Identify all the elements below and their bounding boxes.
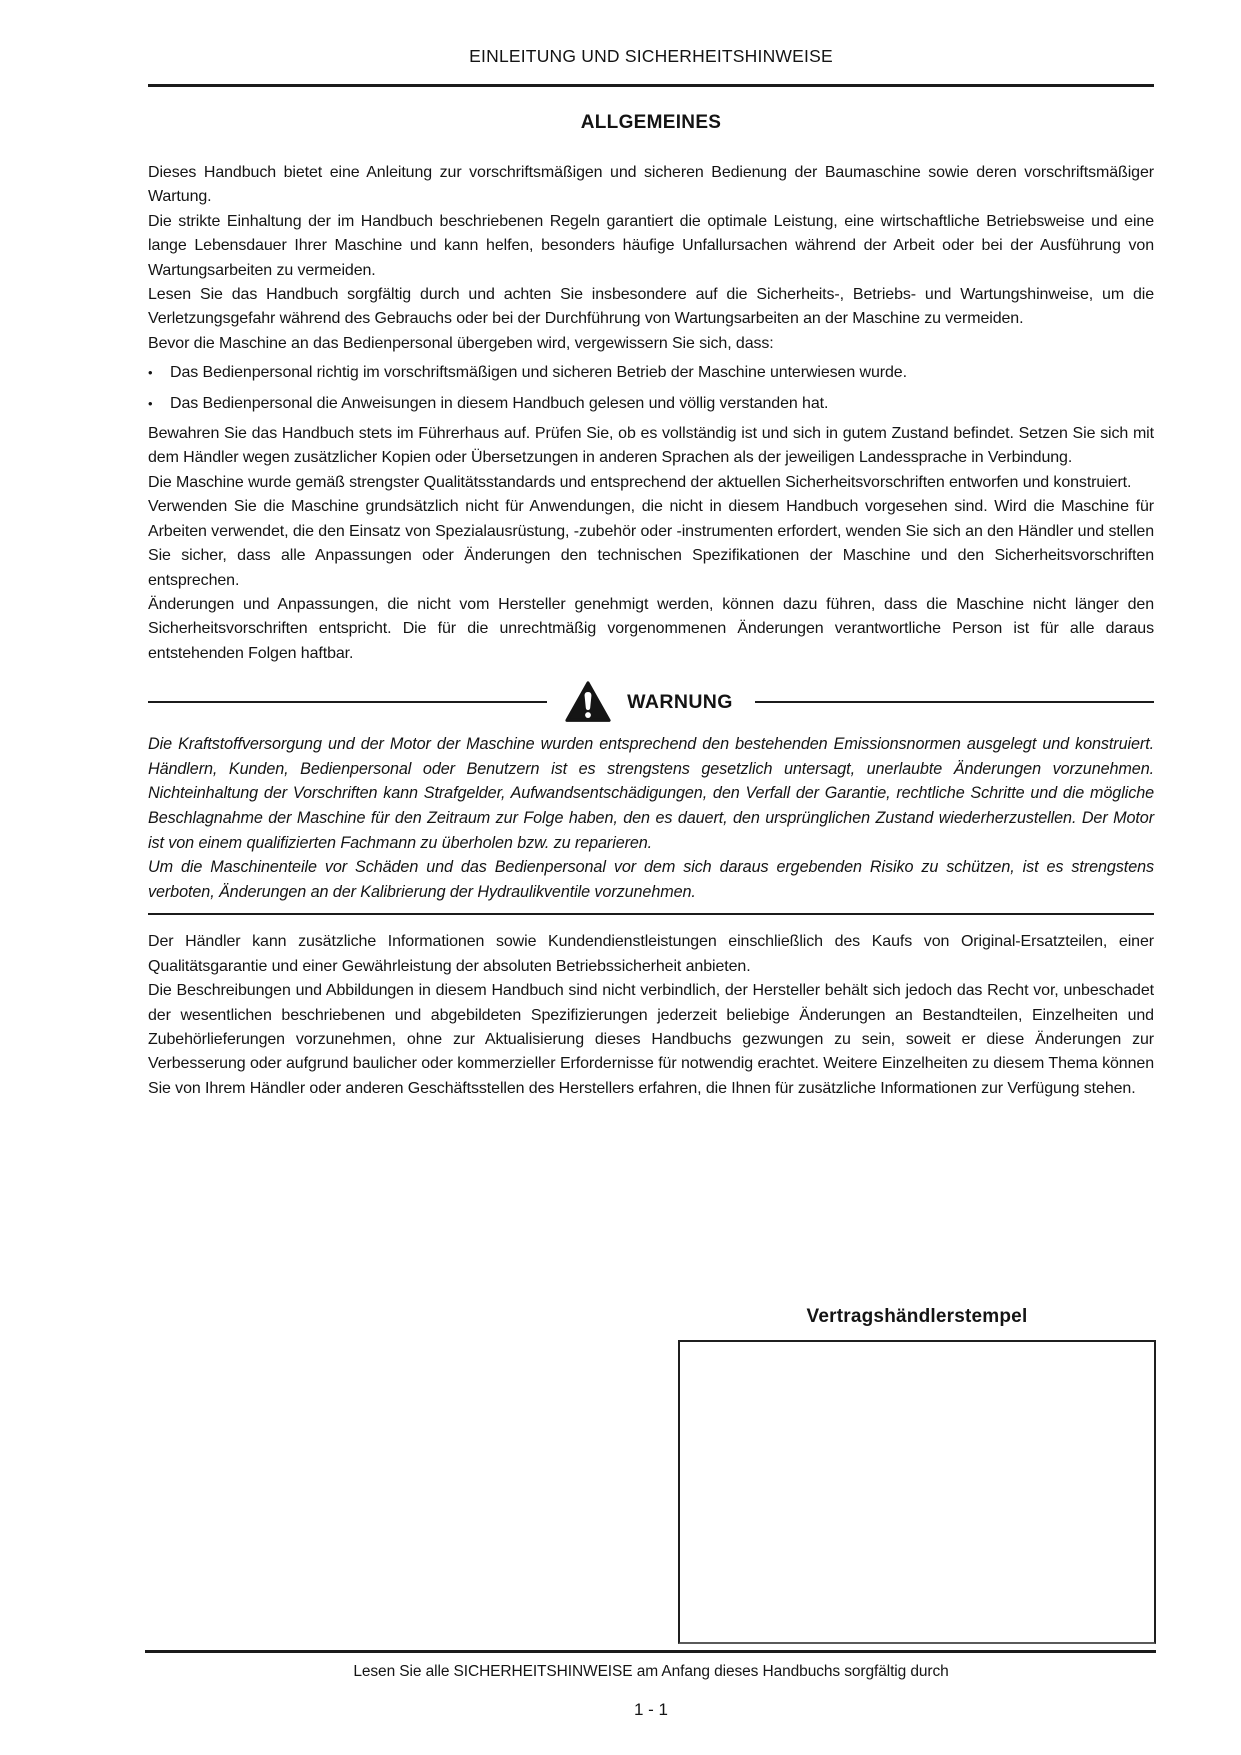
handover-checklist [148,361,1154,416]
list-item [148,361,1154,385]
section-heading: ALLGEMEINES [580,112,722,133]
dealer-paragraph-2: Die Beschreibungen und Abbildungen in diesem Handbuch sind nicht verbindlich, der Hersteller behält sich jedoch das Recht vor, unbeschadet der wesentlichen beschriebenen und abgebildeten Spezifizierungen jederzeit beliebige Änderungen an Bestandteilen, Einzelheiten und Zubehörlieferungen vorzunehmen, ohne zur Aktualisierung dieses Handbuchs gezwungen zu sein, soweit er diese Änderungen zur Verbesserung oder aufgrund baulicher oder kommerzieller Erfordernisse für notwendig erachtet. Weitere Einzelheiten zu diesem Thema können Sie von Ihrem Händler oder anderen Geschäftsstellen des Herstellers erfahren, die Ihnen für zusätzliche Informationen zur Verfügung stehen. [148,982,1154,1097]
page-number: 1 - 1 [633,1700,669,1719]
warning-header [148,676,1154,728]
intro-paragraph-6: Die Maschine wurde gemäß strengster Qualitätsstandards und entsprechend der aktuellen Sicherheitsvorschriften entworfen und konstruiert. [148,473,1132,491]
dealer-paragraph-1: Der Händler kann zusätzliche Informationen sowie Kundendienstleistungen einschließlich des Kaufs von Original-Ersatzteilen, einer Qualitätsgarantie und einer Gewährleistung der absoluten Betriebssicherheit anbieten. [148,933,1154,975]
header-divider [148,84,1154,87]
intro-paragraph-8: Änderungen und Anpassungen, die nicht vom Hersteller genehmigt werden, können dazu führen, dass die Maschine nicht länger den Sicherheitsvorschriften entspricht. Die für die unrechtmäßig vorgenommenen Änderungen verantwortliche Person ist für alle daraus entstehenden Folgen haftbar. [148,595,1154,662]
warning-divider-right [755,701,1154,703]
list-item [148,392,1154,416]
warning-label: WARNUNG [627,690,733,713]
dealer-info [148,930,1154,1101]
warning-paragraph-1: Die Kraftstoffversorgung und der Motor der Maschine wurden entsprechend den bestehenden Emissionsnormen ausgelegt und konstruiert. Händlern, Kunden, Bedienpersonal oder Benutzern ist es strengstens gesetzlich untersagt, unerlaubte Änderungen vorzunehmen. Nichteinhaltung der Vorschriften kann Strafgelder, Aufwandsentschädigungen, den Verfall der Garantie, rechtliche Schritte und die mögliche Beschlagnahme der Maschine für den Zeitraum zur Folge haben, den es dauert, den ursprünglichen Zustand wiederherzustellen. Der Motor ist von einem qualifizierten Fachmann zu überholen bzw. zu reparieren. [148,735,1154,852]
footer-safety-notice: Lesen Sie alle SICHERHEITSHINWEISE am Anfang dieses Handbuchs sorgfältig durch [353,1663,949,1680]
intro-paragraph-2: Die strikte Einhaltung der im Handbuch beschriebenen Regeln garantiert die optimale Leistung, eine wirtschaftliche Betriebsweise und eine lange Lebensdauer Ihrer Maschine und kann helfen, besonders häufige Unfallursachen während der Arbeit oder bei der Ausführung von Wartungsarbeiten zu vermeiden. [148,212,1154,279]
warning-block [148,676,1154,915]
list-item-text: Das Bedienpersonal die Anweisungen in diesem Handbuch gelesen und völlig verstanden hat. [170,394,829,412]
intro-paragraph-7: Verwenden Sie die Maschine grundsätzlich nicht für Anwendungen, die nicht in diesem Handbuch vorgesehen sind. Wird die Maschine für Arbeiten verwendet, die den Einsatz von Spezialausrüstung, -zubehör oder -instrumenten erfordert, wenden Sie sich an den Händler und stellen Sie sicher, dass alle Anpassungen oder Änderungen den technischen Spezifikationen der Maschine und den Sicherheitsvorschriften entsprechen. [148,498,1154,589]
dealer-stamp-title: Vertragshändlerstempel [806,1306,1028,1327]
list-item-text: Das Bedienpersonal richtig im vorschriftsmäßigen und sicheren Betrieb der Maschine unterwiesen wurde. [170,364,907,382]
warning-bottom-divider [148,913,1154,915]
intro-paragraph-1: Dieses Handbuch bietet eine Anleitung zur vorschriftsmäßigen und sicheren Bedienung der Baumaschine sowie deren vorschriftsmäßiger Wartung. [148,164,1154,206]
warning-divider-left [148,701,547,703]
running-header-title: EINLEITUNG UND SICHERHEITSHINWEISE [469,46,833,66]
footer-divider [145,1650,1156,1653]
intro-paragraph-5: Bewahren Sie das Handbuch stets im Führerhaus auf. Prüfen Sie, ob es vollständig ist und sich in gutem Zustand befindet. Setzen Sie sich mit dem Händler wegen zusätzlicher Kopien oder Übersetzungen in anderen Sprachen als der jeweiligen Landessprache in Verbindung. [148,425,1154,467]
intro-paragraph-3: Lesen Sie das Handbuch sorgfältig durch und achten Sie insbesondere auf die Sicherheits-, Betriebs- und Wartungshinweise, um die Verletzungsgefahr während des Gebrauchs oder bei der Durchführung von Wartungsarbeiten an der Maschine zu vermeiden. [148,286,1154,328]
intro-paragraph-4: Bevor die Maschine an das Bedienpersonal übergeben wird, vergewissern Sie sich, dass: [148,334,774,352]
bullet-icon: • [148,395,153,411]
page-content [148,100,1154,1101]
warning-paragraph-2: Um die Maschinenteile vor Schäden und das Bedienpersonal vor dem sich daraus ergebenden Risiko zu schützen, ist es strengstens verboten, Änderungen an der Kalibrierung der Hydraulikventile vorzunehmen. [148,858,1154,901]
dealer-stamp-box [678,1340,1156,1644]
bullet-icon: • [148,365,153,381]
warning-triangle-icon [565,680,611,724]
